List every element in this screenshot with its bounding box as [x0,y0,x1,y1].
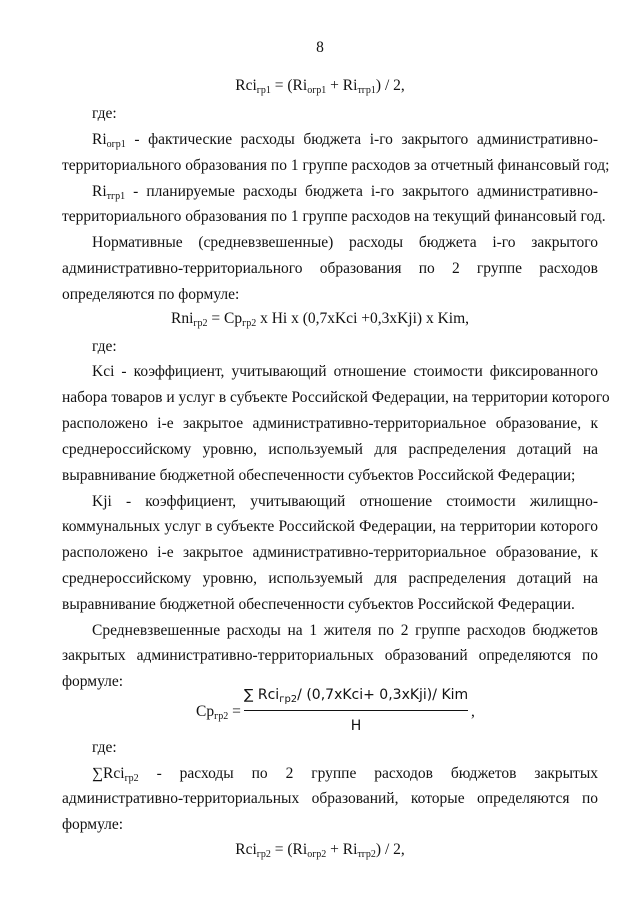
definition-kji-line1: Kji - коэффициент, учитывающий отношение стоимости жилищно- [92,493,598,510]
definition-ri-tgr1-line1: $Ri_{тгр1}$ - планируемые расходы бюджета i-го закрытого административно- [92,183,598,202]
definition-ri-tgr1-line2: территориального образования по 1 группе расходов на текущий финансовый год. [62,208,606,225]
formula-denominator: H [350,718,362,734]
paragraph-normative-line1: Нормативные (средневзвешенные) расходы бюджета i-го закрытого [92,234,598,251]
paragraph-normative-line2: административно-территориального образования по 2 группе расходов [62,260,598,277]
definition-kci-line3: расположено i-е закрытое административно-территориальное образование, к [62,415,598,432]
definition-kji-line4: среднероссийскому уровню, используемый для распределения дотаций на [62,570,598,587]
formula-comma: , [471,703,475,720]
page-number: 8 [316,39,324,56]
definition-sum-rci-line3: формуле: [62,816,124,833]
paragraph-average-line2: закрытых административно-территориальных образований определяются по [62,647,598,664]
formula-numerator: ∑ Rci$_{гр2}$/ (0,7xKci+ 0,3xKji)/ Kim [244,687,469,705]
definition-kji-line5: выравнивание бюджетной обеспеченности субъектов Российской Федерации. [62,596,575,613]
formula-lhs: $Cp_{гр2}$ = [196,703,241,722]
definition-kji-line2: коммунальных услуг в субъекте Российской Федерации, на территории которого [62,518,598,535]
definition-kci-line5: выравнивание бюджетной обеспеченности субъектов Российской Федерации; [62,467,576,484]
where-label: где: [92,338,117,355]
definition-sum-rci-line2: административно-территориальных образований, которые определяются по [62,790,598,807]
paragraph-normative-line3: определяются по формуле: [62,286,240,303]
definition-kci-line2: набора товаров и услуг в субъекте Российской Федерации, на территории которого [62,389,610,406]
formula-rci-gr2: $Rci_{гр2} = (Ri_{огр2} + Ri_{тгр2}) / 2$, [235,841,405,860]
paragraph-average-line1: Средневзвешенные расходы на 1 жителя по 2 группе расходов бюджетов [92,622,598,639]
definition-kci-line1: Kci - коэффициент, учитывающий отношение стоимости фиксированного [92,363,598,380]
where-label: где: [92,105,117,122]
definition-ri-ogr1-line1: $Ri_{огр1}$ - фактические расходы бюджета i-го закрытого административно- [92,131,598,150]
definition-ri-ogr1-line2: территориального образования по 1 группе расходов за отчетный финансовый год; [62,157,610,174]
where-label: где: [92,739,117,756]
definition-kji-line3: расположено i-е закрытое административно-территориальное образование, к [62,544,598,561]
definition-sum-rci-line1: ∑Rci$_{гр2}$ - расходы по 2 группе расходов бюджетов закрытых [92,765,598,784]
fraction-bar [244,710,468,711]
paragraph-average-line3: формуле: [62,673,124,690]
formula-rci-gr1: $Rci_{гр1} = (Ri_{огр1} + Ri_{тгр1}) / 2$, [235,77,405,96]
definition-kci-line4: среднероссийскому уровню, используемый для распределения дотаций на [62,441,598,458]
formula-rni-gr2: $Rni_{гр2} = Cp_{гр2}$ x Hi x (0,7xKci +0,3xKji) x Kim, [170,310,470,329]
